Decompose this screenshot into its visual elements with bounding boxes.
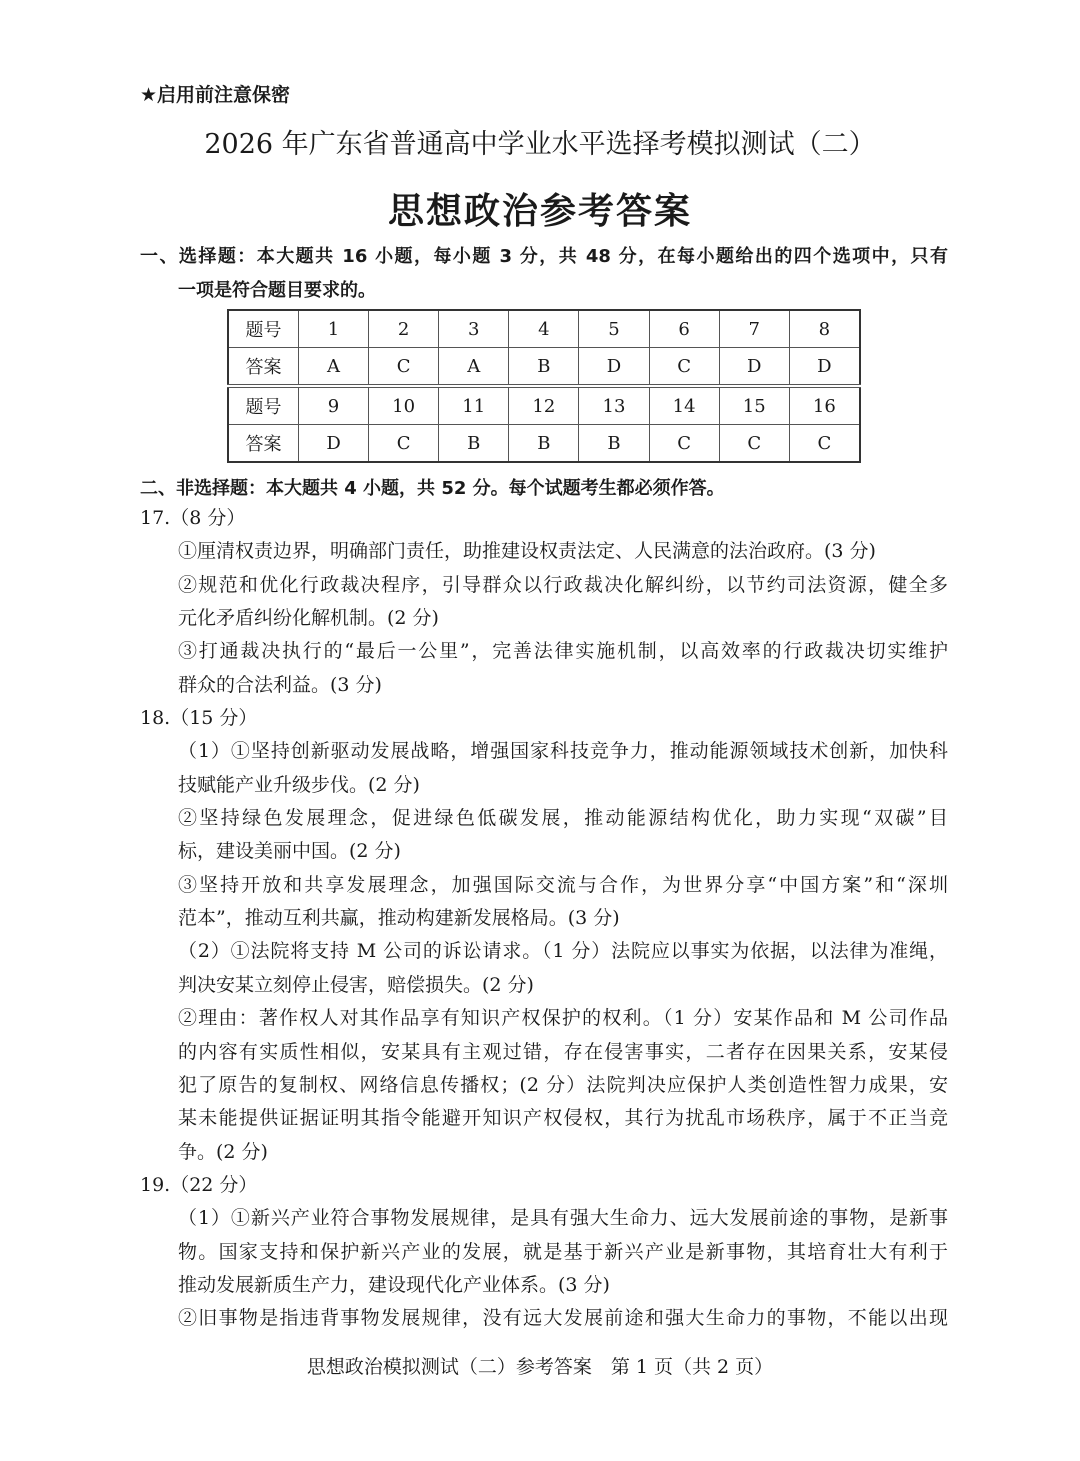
answer-row [228,348,860,387]
section1-heading: 一、选择题：本大题共 16 小题，每小题 3 分，共 48 分，在每小题给出的四个选项中，只有 [140,246,948,267]
question-number-cell: 3 [439,310,509,348]
answer-table [227,309,861,463]
question-label: 18.（15 分） [140,707,258,730]
answer-line: 的内容有实质性相似，安某具有主观过错，存在侵害事实，二者存在因果关系，安某侵 [178,1040,948,1063]
answer-line: 争。(2 分) [178,1140,268,1163]
confidential-notice: ★启用前注意保密 [140,84,291,106]
answer-cell: B [579,425,649,463]
answer-line: 群众的合法利益。(3 分) [178,673,382,696]
section2-heading: 二、非选择题：本大题共 4 小题，共 52 分。每个试题考生都必须作答。 [140,478,725,499]
question-number-cell: 5 [579,310,649,348]
answer-line: 某未能提供证据证明其指令能避开知识产权侵权，其行为扰乱市场秩序，属于不正当竞 [178,1107,948,1130]
answer-line: 标，建设美丽中国。(2 分) [178,840,401,863]
answer-line: ③坚持开放和共享发展理念，加强国际交流与合作，为世界分享“中国方案”和“深圳 [178,873,948,896]
answer-line: ②坚持绿色发展理念，促进绿色低碳发展，推动能源结构优化，助力实现“双碳”目 [178,807,948,830]
question-number-cell: 1 [299,310,369,348]
answer-line: （2）①法院将支持 M 公司的诉讼请求。（1 分）法院应以事实为依据，以法律为准绳， [178,940,948,963]
answer-cell: D [299,425,369,463]
question-number-cell: 10 [369,386,439,425]
answers-body [140,502,948,1336]
answer-row [228,425,860,463]
answer-cell: D [579,348,649,387]
question-label: 19.（22 分） [140,1173,258,1196]
answer-line: 范本”，推动互利共赢，推动构建新发展格局。(3 分) [178,907,620,930]
question-label: 17.（8 分） [140,507,246,529]
page-footer: 思想政治模拟测试（二）参考答案 第 1 页（共 2 页） [306,1356,774,1378]
row-label: 题号 [228,310,299,348]
answer-cell: C [649,348,719,387]
answer-line: 推动发展新质生产力，建设现代化产业体系。(3 分) [178,1273,610,1296]
question-number-cell: 13 [579,386,649,425]
question-number-cell: 16 [789,386,860,425]
answer-line: ②旧事物是指违背事物发展规律，没有远大发展前途和强大生命力的事物，不能以出现 [178,1307,948,1330]
question-number-cell: 4 [509,310,579,348]
question-number-cell: 11 [439,386,509,425]
answer-line: 犯了原告的复制权、网络信息传播权；(2 分）法院判决应保护人类创造性智力成果，安 [178,1073,948,1096]
row-label: 答案 [228,425,299,463]
answer-cell: C [369,348,439,387]
section1-heading-cont: 一项是符合题目要求的。 [178,280,376,301]
question-number-cell: 7 [719,310,789,348]
answer-cell: C [789,425,860,463]
question-number-cell: 8 [789,310,860,348]
row-label: 题号 [228,386,299,425]
answer-line: （1）①坚持创新驱动发展战略，增强国家科技竞争力，推动能源领域技术创新，加快科 [178,740,948,763]
question-number-cell: 14 [649,386,719,425]
page-title: 思想政治参考答案 [387,191,692,232]
row-label: 答案 [228,348,299,387]
question-number-row [228,310,860,348]
question-number-cell: 2 [369,310,439,348]
answer-cell: B [509,425,579,463]
answer-line: （1）①新兴产业符合事物发展规律，是具有强大生命力、远大发展前途的事物，是新事 [178,1207,948,1230]
answer-cell: A [299,348,369,387]
question-number-cell: 15 [719,386,789,425]
question-number-row [228,386,860,425]
answer-cell: C [369,425,439,463]
answer-line: 技赋能产业升级步伐。(2 分) [178,773,420,796]
answer-line: 判决安某立刻停止侵害，赔偿损失。(2 分) [178,973,534,996]
answer-line: 物。国家支持和保护新兴产业的发展，就是基于新兴产业是新事物，其培育壮大有利于 [178,1240,948,1263]
question-number-cell: 9 [299,386,369,425]
answer-cell: A [439,348,509,387]
answer-cell: C [719,425,789,463]
answer-line: 元化矛盾纠纷化解机制。(2 分) [178,607,439,630]
answer-cell: C [649,425,719,463]
answer-cell: D [789,348,860,387]
question-number-cell: 6 [649,310,719,348]
answer-cell: B [509,348,579,387]
answer-line: ③打通裁决执行的“最后一公里”，完善法律实施机制，以高效率的行政裁决切实维护 [178,640,948,663]
answer-line: ②理由：著作权人对其作品享有知识产权保护的权利。（1 分）安某作品和 M 公司作品 [178,1007,948,1030]
answer-line: ②规范和优化行政裁决程序，引导群众以行政裁决化解纠纷，以节约司法资源，健全多 [178,573,948,596]
answer-cell: B [439,425,509,463]
exam-title: 2026 年广东省普通高中学业水平选择考模拟测试（二） [204,129,876,160]
question-number-cell: 12 [509,386,579,425]
answer-cell: D [719,348,789,387]
answer-line: ①厘清权责边界，明确部门责任，助推建设权责法定、人民满意的法治政府。(3 分) [178,540,876,563]
